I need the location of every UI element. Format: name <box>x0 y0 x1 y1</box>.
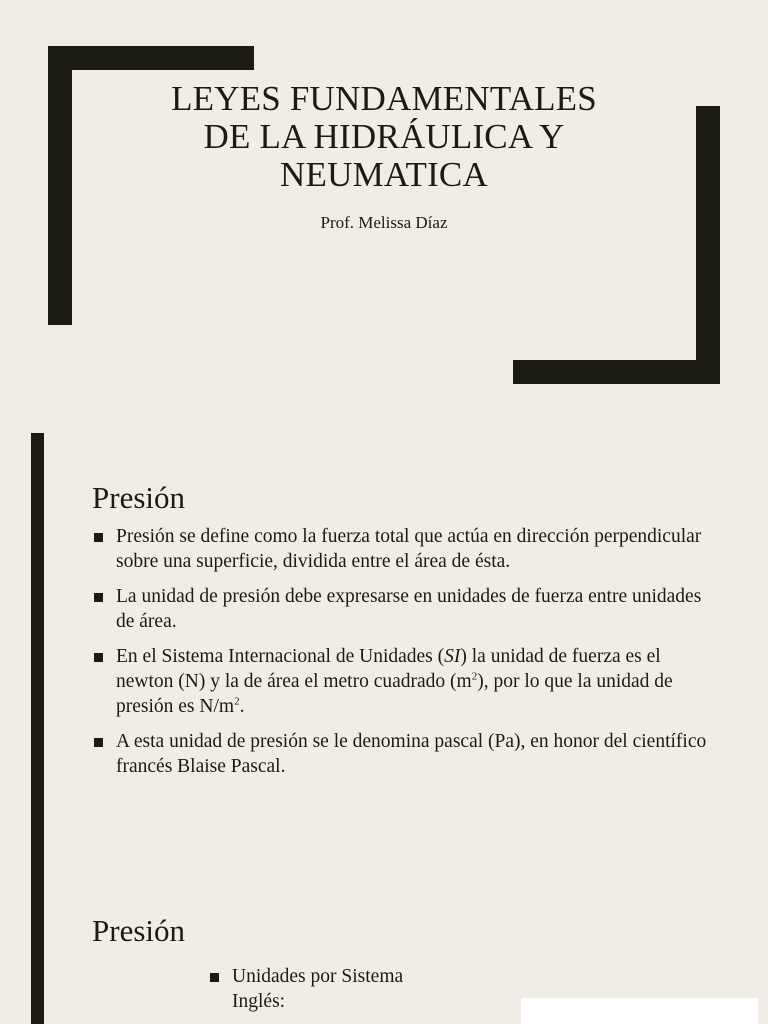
bullet-text-part: ), por lo que la unidad de presión es N/m <box>116 671 673 717</box>
square-bullet-icon <box>210 973 219 982</box>
bullet-text: La unidad de presión debe expresarse en unidades de fuerza entre unidades de área. <box>116 586 702 632</box>
slide-heading: Presión <box>92 480 185 515</box>
bullet-item <box>208 964 468 1014</box>
square-bullet-icon <box>94 533 103 542</box>
presentation-title <box>120 80 648 194</box>
corner-frame-bottom-right-vertical <box>696 106 720 384</box>
corner-frame-top-left-vertical <box>48 46 72 325</box>
bullet-list <box>208 964 468 1024</box>
corner-frame-bottom-right-horizontal <box>513 360 720 384</box>
superscript: 2 <box>234 695 240 708</box>
figure-image <box>521 998 758 1024</box>
content-slide-presion <box>0 420 768 866</box>
square-bullet-icon <box>94 593 103 602</box>
square-bullet-icon <box>94 738 103 747</box>
content-slide-presion-units <box>0 866 768 1024</box>
bullet-text-part: ) la unidad de fuerza es el newton (N) y la de área el metro cuadrado (m <box>116 646 661 692</box>
bullet-item <box>92 524 722 574</box>
title-line-2: DE LA HIDRÁULICA Y <box>203 117 565 156</box>
title-line-3: NEUMATICA <box>280 155 488 194</box>
bullet-item <box>92 584 722 634</box>
bullet-text-line: Inglés: <box>232 991 286 1012</box>
bullet-text: Presión se define como la fuerza total que actúa en dirección perpendicular sobre una superficie, dividida entre el área de ésta. <box>116 526 702 572</box>
bullet-item <box>92 729 722 779</box>
title-line-1: LEYES FUNDAMENTALES <box>171 79 597 118</box>
square-bullet-icon <box>94 653 103 662</box>
si-abbreviation: SI <box>444 646 461 667</box>
left-accent-bar <box>31 866 44 1024</box>
presenter-name: Prof. Melissa Díaz <box>320 213 448 232</box>
slide-heading: Presión <box>92 913 185 948</box>
bullet-text: A esta unidad de presión se le denomina pascal (Pa), en honor del científico francés Blaise Pascal. <box>116 731 707 777</box>
title-slide <box>0 0 768 420</box>
superscript: 2 <box>471 670 478 683</box>
bullet-list <box>92 524 722 789</box>
bullet-item <box>92 644 722 719</box>
bullet-text-part: En el Sistema Internacional de Unidades ( <box>116 646 445 667</box>
left-accent-bar <box>31 433 44 866</box>
bullet-text-line: Unidades por Sistema <box>232 966 404 987</box>
bullet-text-part: . <box>239 696 245 717</box>
corner-frame-top-left-horizontal <box>48 46 254 70</box>
bullet-text <box>116 646 673 717</box>
